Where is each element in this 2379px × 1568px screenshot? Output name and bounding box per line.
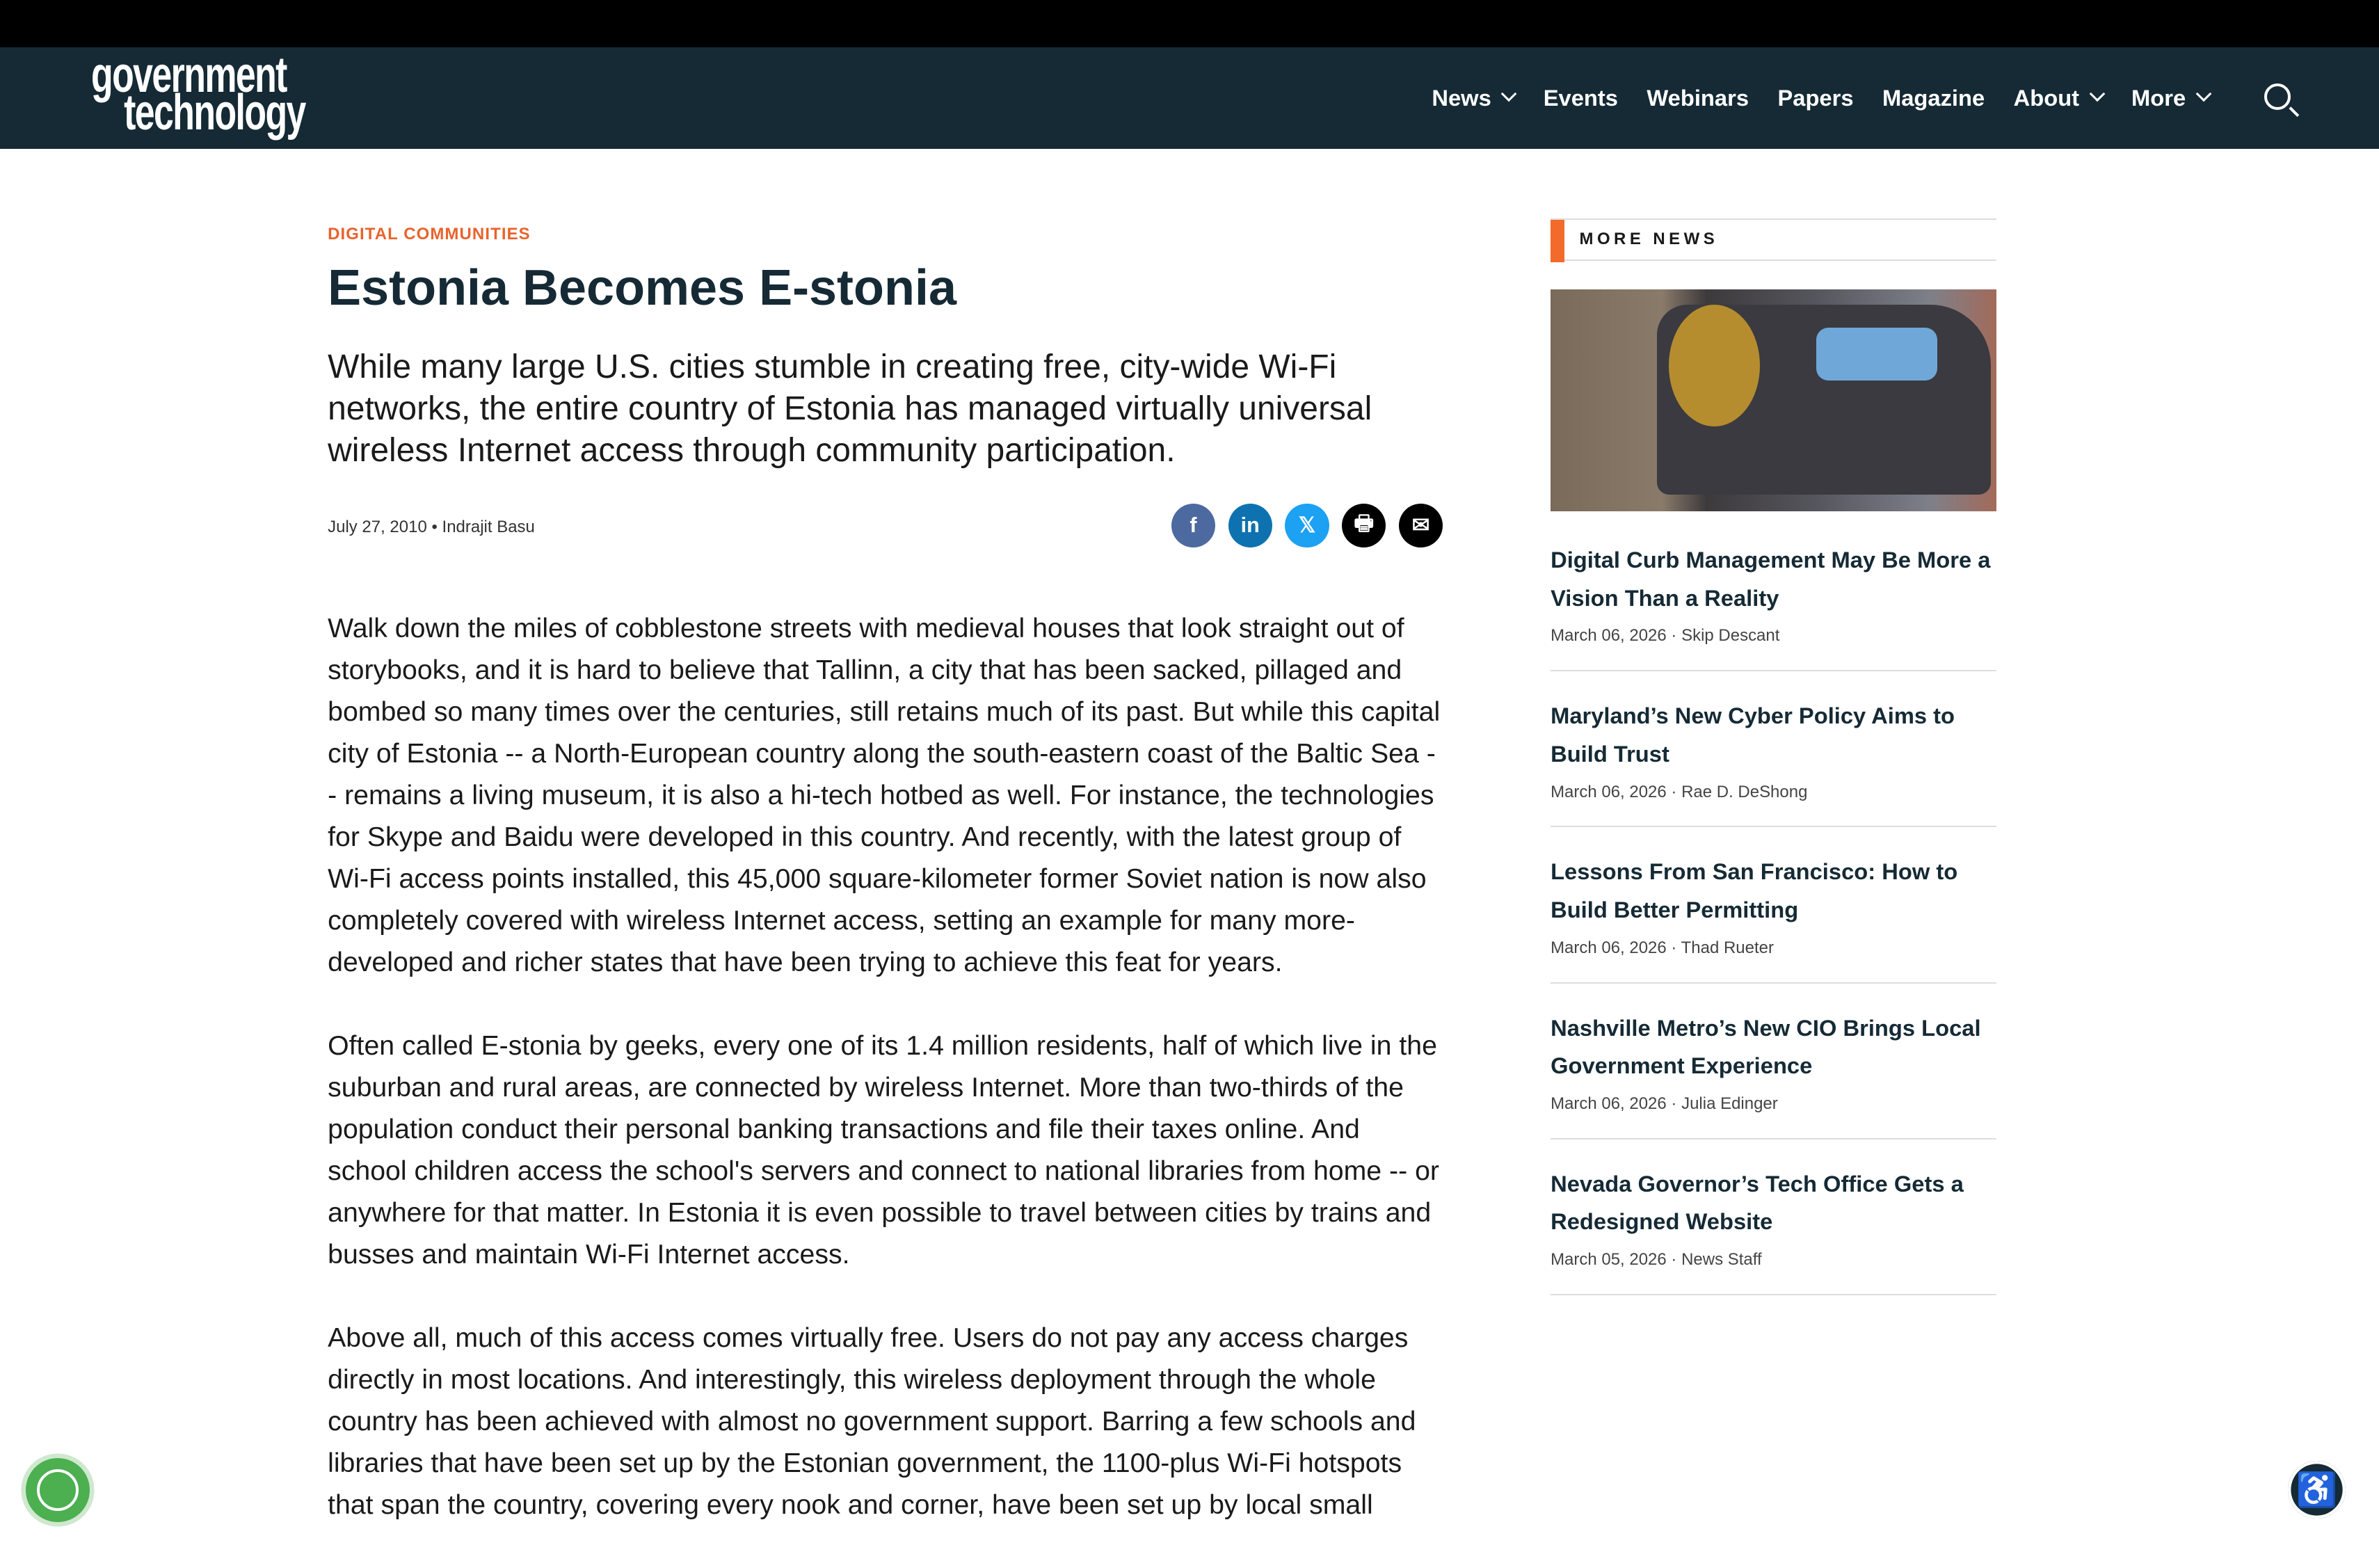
email-icon[interactable]: ✉ bbox=[1399, 504, 1443, 547]
news-item-meta bbox=[1551, 626, 1996, 646]
van-logo bbox=[1669, 305, 1760, 426]
nav-label: More bbox=[2131, 84, 2186, 111]
cookie-icon bbox=[37, 1469, 79, 1511]
news-item[interactable] bbox=[1551, 827, 1996, 983]
meta-separator: · bbox=[1671, 938, 1677, 957]
article-body bbox=[328, 608, 1443, 1526]
print-icon[interactable]: 🖶 bbox=[1342, 504, 1386, 547]
nav-more[interactable] bbox=[2131, 85, 2209, 111]
nav-news[interactable] bbox=[1432, 85, 1514, 111]
top-bar bbox=[0, 0, 2379, 47]
article-title: Estonia Becomes E-stonia bbox=[328, 259, 956, 316]
nav-events[interactable]: Events bbox=[1543, 84, 1618, 111]
accessibility-icon: ♿ bbox=[2296, 1472, 2338, 1510]
news-item[interactable] bbox=[1551, 511, 1996, 672]
news-item-title[interactable]: Digital Curb Management May Be More a Vision Than a Reality bbox=[1551, 547, 1991, 611]
byline-separator: • bbox=[431, 517, 438, 536]
article-category[interactable]: DIGITAL COMMUNITIES bbox=[328, 224, 531, 243]
facebook-icon[interactable]: f bbox=[1171, 504, 1215, 547]
cookie-settings-button[interactable] bbox=[26, 1458, 90, 1522]
news-item-meta bbox=[1551, 1250, 1996, 1270]
nav-about[interactable] bbox=[2014, 85, 2103, 111]
article-date: July 27, 2010 bbox=[328, 517, 427, 536]
nav-papers[interactable]: Papers bbox=[1777, 84, 1854, 111]
news-item-meta bbox=[1551, 938, 1996, 958]
paragraph: Above all, much of this access comes virtually free. Users do not pay any access charges directly in most locations. And interestingly, this wireless deployment through the whole country has been achieved with almost no government support. Barring a few schools and libraries that have been set up by the Estonian government, the 1100-plus Wi-Fi hotspots that span the country, covering every nook and corner, have been set up by local small bbox=[328, 1322, 1416, 1520]
meta-separator: · bbox=[1671, 782, 1677, 801]
article-dek: While many large U.S. cities stumble in creating free, city-wide Wi-Fi networks, the entire country of Estonia has managed virtually universal wireless Internet access through community participation. bbox=[328, 349, 1372, 470]
news-item-meta bbox=[1551, 1094, 1996, 1114]
van-windshield bbox=[1816, 328, 1937, 381]
news-item-author: News Staff bbox=[1681, 1249, 1762, 1269]
linkedin-icon[interactable]: in bbox=[1228, 504, 1272, 547]
site-header bbox=[0, 47, 2379, 149]
meta-separator: · bbox=[1671, 626, 1677, 646]
chevron-down-icon bbox=[2089, 86, 2105, 102]
paragraph: Walk down the miles of cobblestone streets with medieval houses that look straight out of storybooks, and it is hard to believe that Tallinn, a city that has been sacked, pillaged and bombed so many times over the centuries, still retains much of its past. But while this capital city of Estonia -- a North-European country along the south-eastern coast of the Baltic Sea -- remains a living museum, it is also a hi-tech hotbed as well. For instance, the technologies for Skype and Baidu were developed in this country. And recently, with the latest group of Wi-Fi access points installed, this 45,000 square-kilometer former Soviet nation is now also completely covered with wireless Internet access, setting an example for many more-developed and richer states that have been trying to achieve this feat for years. bbox=[328, 613, 1441, 977]
news-item-author: Skip Descant bbox=[1681, 626, 1780, 646]
news-item-date: March 06, 2026 bbox=[1551, 782, 1667, 801]
news-item-title[interactable]: Nashville Metro’s New CIO Brings Local Government Experience bbox=[1551, 1014, 1981, 1079]
chevron-down-icon bbox=[2195, 86, 2211, 102]
news-item-title[interactable]: Lessons From San Francisco: How to Build Better Permitting bbox=[1551, 858, 1958, 923]
share-buttons bbox=[1171, 504, 1443, 547]
nav-label: News bbox=[1432, 84, 1491, 111]
news-item-date: March 06, 2026 bbox=[1551, 1094, 1667, 1113]
article bbox=[328, 225, 1443, 1568]
site-logo[interactable] bbox=[90, 47, 305, 141]
news-item-author: Rae D. DeShong bbox=[1681, 782, 1808, 801]
news-item-title[interactable]: Maryland’s New Cyber Policy Aims to Build Trust bbox=[1551, 703, 1955, 767]
nav-label: About bbox=[2013, 84, 2080, 111]
main-nav bbox=[1432, 47, 2209, 149]
news-item-meta bbox=[1551, 783, 1996, 802]
nav-magazine[interactable]: Magazine bbox=[1882, 84, 1985, 111]
chevron-down-icon bbox=[1501, 86, 1517, 102]
news-item-author: Thad Rueter bbox=[1681, 938, 1774, 957]
news-item-date: March 05, 2026 bbox=[1551, 1249, 1667, 1269]
news-item-date: March 06, 2026 bbox=[1551, 626, 1667, 646]
sidebar-heading-label: MORE NEWS bbox=[1579, 230, 1719, 249]
search-icon[interactable] bbox=[2264, 83, 2291, 111]
news-item-title[interactable]: Nevada Governor’s Tech Office Gets a Redesigned Website bbox=[1551, 1170, 1964, 1235]
nav-webinars[interactable]: Webinars bbox=[1647, 84, 1749, 111]
x-icon[interactable]: 𝕏 bbox=[1285, 504, 1329, 547]
logo-line-2: technology bbox=[123, 85, 305, 141]
paragraph: Often called E-stonia by geeks, every one of its 1.4 million residents, half of which live in the suburban and rural areas, are connected by wireless Internet. More than two-thirds of the population conduct their personal banking transactions and file their taxes online. And school children access the school's servers and connect to national libraries from home -- or anywhere for that matter. In Estonia it is even possible to travel between cities by trains and busses and maintain Wi-Fi Internet access. bbox=[328, 1030, 1439, 1270]
news-item[interactable] bbox=[1551, 671, 1996, 827]
article-author[interactable]: Indrajit Basu bbox=[442, 517, 535, 536]
more-news-sidebar bbox=[1551, 218, 1996, 1295]
logo-line-1: government bbox=[90, 47, 287, 103]
news-photo[interactable] bbox=[1551, 289, 1996, 511]
accessibility-button[interactable] bbox=[2288, 1461, 2346, 1519]
news-item-author: Julia Edinger bbox=[1681, 1094, 1778, 1113]
news-item[interactable] bbox=[1551, 1139, 1996, 1295]
meta-separator: · bbox=[1671, 1249, 1677, 1269]
meta-separator: · bbox=[1671, 1094, 1677, 1113]
news-item[interactable] bbox=[1551, 984, 1996, 1139]
news-item-date: March 06, 2026 bbox=[1551, 938, 1667, 957]
sidebar-heading bbox=[1551, 218, 1996, 261]
